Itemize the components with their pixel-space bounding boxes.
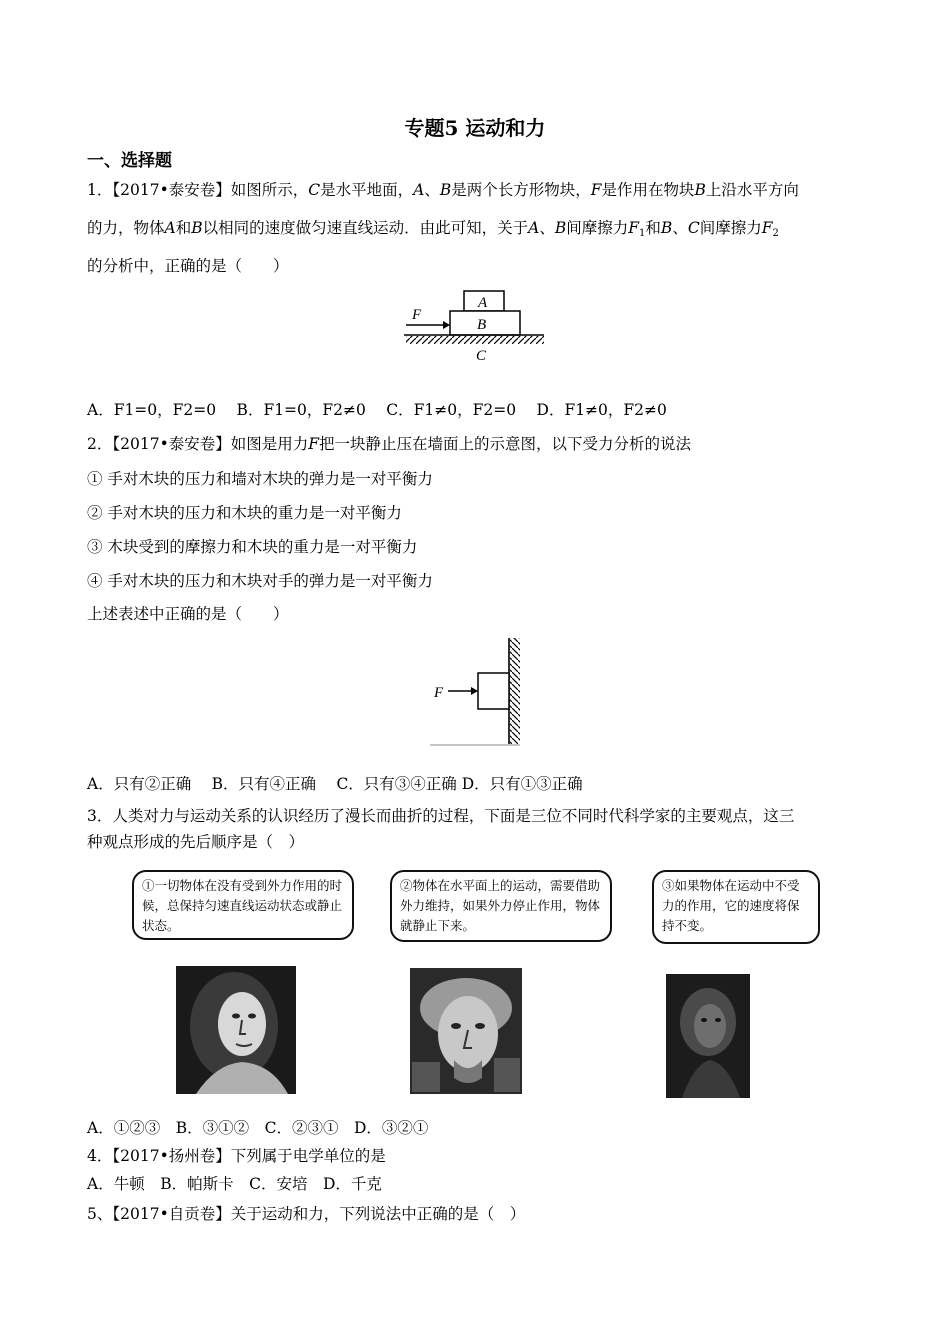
q1-var: B	[191, 219, 203, 237]
q5-number: 5、	[87, 1205, 113, 1223]
q1-options: A．F1=0，F2=0 B．F1=0，F2≠0 C．F1≠0，F2=0 D．F1≠0，F2≠0	[87, 401, 667, 419]
q1-var: C	[308, 181, 321, 199]
q1-text: 、	[539, 219, 555, 237]
portrait-1	[176, 966, 296, 1094]
q1-text: 是水平地面，	[320, 181, 414, 199]
q2-item: ④ 手对木块的压力和木块对手的弹力是一对平衡力	[87, 572, 433, 590]
page-title: 专题5 运动和力	[404, 116, 546, 140]
q1-text: 的力，物体	[87, 219, 165, 237]
q4-options: A．牛顿 B．帕斯卡 C．安培 D．千克	[87, 1175, 382, 1193]
q1-subscript: 1	[639, 228, 646, 239]
q4-source: 【2017•扬州卷】	[112, 1147, 231, 1165]
arrow-head-icon	[471, 687, 478, 695]
q1-text: 如图所示，	[230, 181, 309, 199]
q1-var: B	[694, 181, 706, 199]
portrait-3	[666, 974, 750, 1098]
q3-line1: 3．人类对力与运动关系的认识经历了漫长而曲折的过程，下面是三位不同时代科学家的主要观点，这三	[87, 807, 795, 825]
label-f: F	[412, 307, 422, 323]
speech-bubble-3: ③如果物体在运动中不受力的作用，它的速度将保持不变。	[652, 870, 820, 944]
q1-var: F	[590, 181, 602, 199]
q5-line	[87, 1204, 525, 1224]
q1-var: F	[761, 219, 773, 237]
q3-line2: 种观点形成的先后顺序是（ ）	[87, 833, 305, 851]
q1-line3: 的分析中，正确的是（ ）	[87, 257, 289, 275]
q2-number: 2．	[87, 435, 113, 453]
q5-text: 关于运动和力，下列说法中正确的是（ ）	[230, 1205, 526, 1223]
q1-text: 间摩擦力	[566, 219, 629, 237]
q2-text: 如图是用力	[230, 435, 309, 453]
q4-text: 下列属于电学单位的是	[230, 1147, 386, 1165]
portrait-2	[410, 968, 522, 1094]
arrow-head-icon	[443, 321, 450, 329]
q1-number: 1．	[87, 181, 113, 199]
q1-text: 以相同的速度做匀速直线运动．由此可知，关于	[202, 219, 529, 237]
label-f: F	[434, 685, 444, 701]
q2-line1	[87, 434, 691, 454]
q1-subscript: 2	[772, 228, 779, 239]
q2-text: 把一块静止压在墙面上的示意图，以下受力分析的说法	[319, 435, 692, 453]
q1-line2	[87, 218, 779, 238]
q1-text: 间摩擦力	[699, 219, 762, 237]
speech-bubble-1: ①一切物体在没有受到外力作用的时候，总保持匀速直线运动状态或静止状态。	[132, 870, 354, 940]
q2-item: ② 手对木块的压力和木块的重力是一对平衡力	[87, 504, 402, 522]
q5-source: 【2017•自贡卷】	[112, 1205, 231, 1223]
q1-text: 和	[175, 219, 192, 237]
q1-var: A	[413, 181, 425, 199]
ground-hatch	[406, 336, 544, 344]
q3-options: A．①②③ B．③①② C．②③① D．③②①	[87, 1119, 429, 1137]
speech-bubble-2: ②物体在水平面上的运动，需要借助外力维持，如果外力停止作用，物体就静止下来。	[390, 870, 612, 942]
q4-line	[87, 1146, 386, 1166]
q2-options: A．只有②正确 B．只有④正确 C．只有③④正确 D．只有①③正确	[87, 775, 583, 793]
q1-var: B	[554, 219, 567, 237]
q1-var: F	[628, 219, 640, 237]
q1-var: B	[660, 219, 673, 237]
q2-question: 上述表述中正确的是（ ）	[87, 605, 289, 623]
q4-number: 4．	[87, 1147, 113, 1165]
q1-text: 、	[424, 181, 440, 199]
q1-var: C	[687, 219, 700, 237]
label-b: B	[477, 317, 487, 333]
q1-var: B	[439, 181, 452, 199]
q2-var: F	[308, 435, 319, 453]
q1-text: 、	[672, 219, 688, 237]
wall-hatch	[510, 638, 520, 744]
wood-block	[478, 673, 509, 709]
q2-item: ③ 木块受到的摩擦力和木块的重力是一对平衡力	[87, 538, 418, 556]
section-heading: 一、选择题	[87, 151, 172, 171]
label-a: A	[478, 295, 488, 311]
q1-source: 【2017•泰安卷】	[112, 181, 231, 199]
q1-text: 和	[645, 219, 661, 237]
q1-figure	[404, 284, 550, 366]
label-c: C	[476, 348, 487, 364]
q2-source: 【2017•泰安卷】	[112, 435, 231, 453]
q1-text: 上沿水平方向	[705, 181, 799, 199]
q1-var: A	[164, 219, 176, 237]
q1-line1	[87, 180, 799, 200]
q1-text: 是两个长方形物块，	[451, 181, 591, 199]
q2-item: ① 手对木块的压力和墙对木块的弹力是一对平衡力	[87, 470, 433, 488]
q2-figure	[428, 636, 524, 748]
q1-var: A	[528, 219, 540, 237]
q1-text: 是作用在物块	[601, 181, 695, 199]
